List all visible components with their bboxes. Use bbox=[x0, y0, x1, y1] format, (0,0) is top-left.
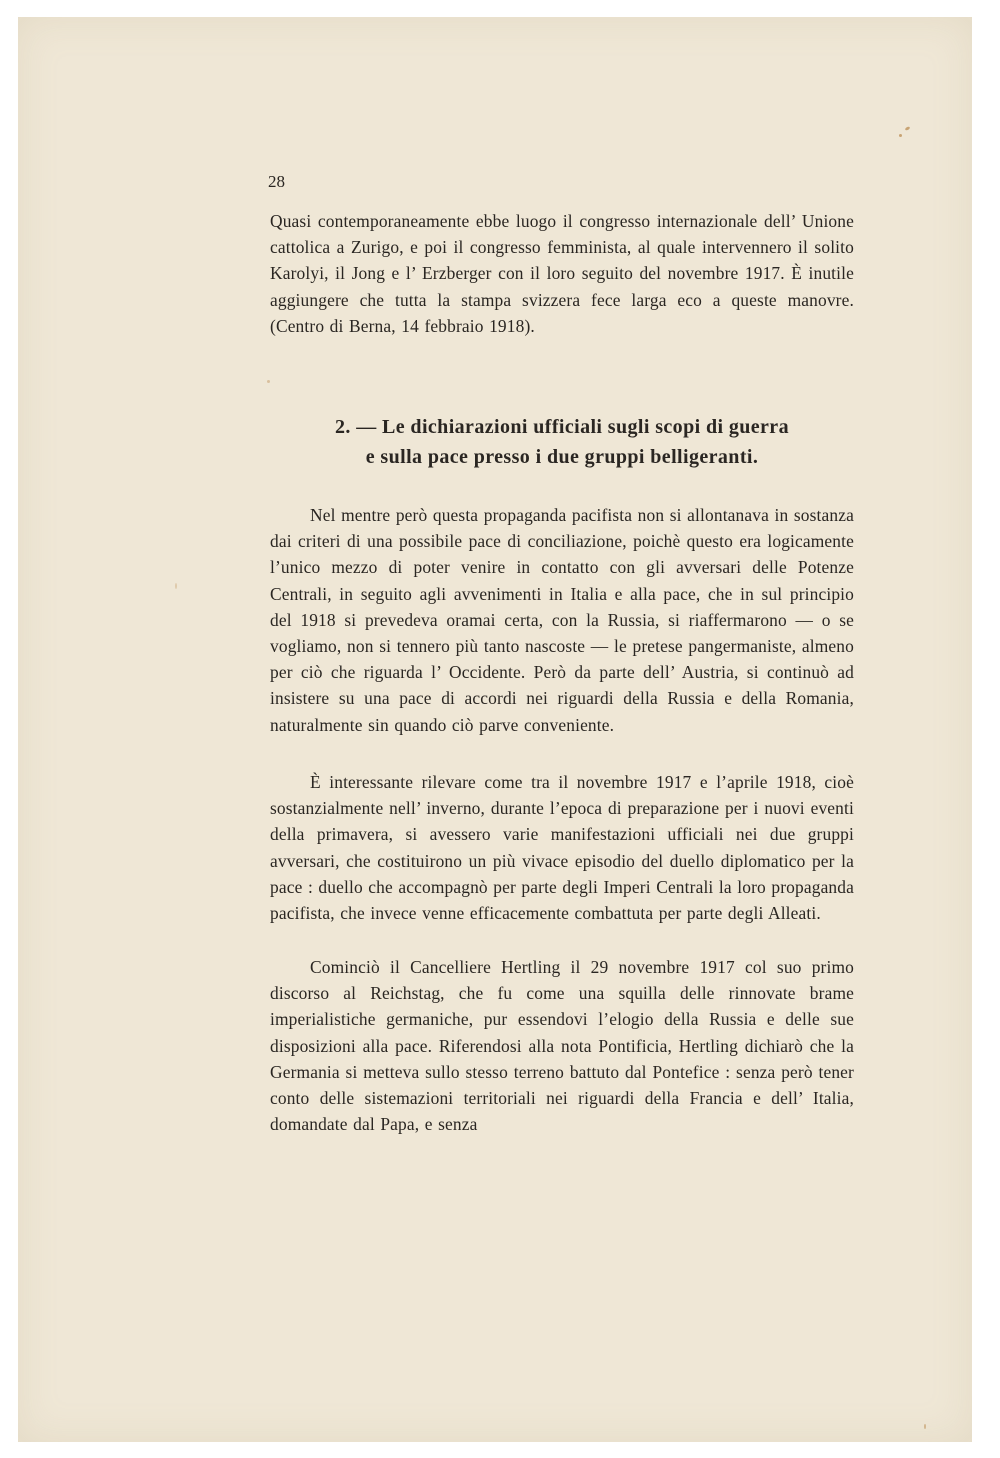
paragraph-propaganda: Nel mentre però questa propaganda pacifista non si allontanava in sostanza dai criteri di una possibile pace di conciliazione, poichè questo era logicamente l’unico mezzo di poter venire in contatto con gli avversari delle Potenze Centrali, in seguito agli avvenimenti in Italia e alla pace, che in sul principio del 1918 si prevedeva oramai certa, con la Russia, si riaffermarono — o se vogliamo, non si tennero più tanto nascoste — le pretese pangermaniste, almeno per ciò che riguarda l’ Occidente. Però da parte dell’ Austria, si continuò ad insistere su una pace di accordi nei riguardi della Russia e della Romania, naturalmente sin quando ciò parve conveniente. bbox=[270, 505, 854, 735]
section-heading-line-2: e sulla pace presso i due gruppi belligeranti. bbox=[365, 446, 759, 468]
paragraph-intro: Quasi contemporaneamente ebbe luogo il congresso internazionale dell’ Unione cattolica a Zurigo, e poi il congresso femminista, al quale intervennero il solito Karolyi, il Jong e l’ Erzberger con il loro seguito del novembre 1917. È inutile aggiungere che tutta la stampa svizzera fece larga eco a queste manovre. (Centro di Berna, 14 febbraio 1918). bbox=[270, 211, 854, 336]
paper-speck bbox=[175, 583, 177, 589]
section-heading bbox=[270, 412, 854, 472]
page-number: 28 bbox=[268, 172, 285, 191]
paper-speck bbox=[899, 134, 902, 137]
paper-speck bbox=[924, 1424, 926, 1429]
paragraph-manifestations: È interessante rilevare come tra il novembre 1917 e l’aprile 1918, cioè sostanzialmente nell’ inverno, durante l’epoca di preparazione per i nuovi eventi della primavera, si avessero varie manifestazioni ufficiali nei due gruppi avversari, che costituirono un più vivace episodio del duello diplomatico per la pace : duello che accompagnò per parte degli Imperi Centrali la loro propaganda pacifista, che invece venne efficacemente combattuta per parte degli Alleati. bbox=[270, 772, 854, 924]
paragraph-hertling: Cominciò il Cancelliere Hertling il 29 novembre 1917 col suo primo discorso al Reichstag, che fu come una squilla delle rinnovate brame imperialistiche germaniche, pur essendovi l’elogio della Russia e delle sue disposizioni alla pace. Riferendosi alla nota Pontificia, Hertling dichiarò che la Germania si metteva sullo stesso terreno battuto dal Pontefice : senza però tener conto delle sistemazioni territoriali nei riguardi della Francia e dell’ Italia, domandate dal Papa, e senza bbox=[270, 957, 854, 1135]
section-heading-line-1: 2. — Le dichiarazioni ufficiali sugli scopi di guerra bbox=[335, 416, 789, 438]
paper-speck bbox=[267, 380, 270, 383]
paper-speck bbox=[905, 126, 911, 131]
